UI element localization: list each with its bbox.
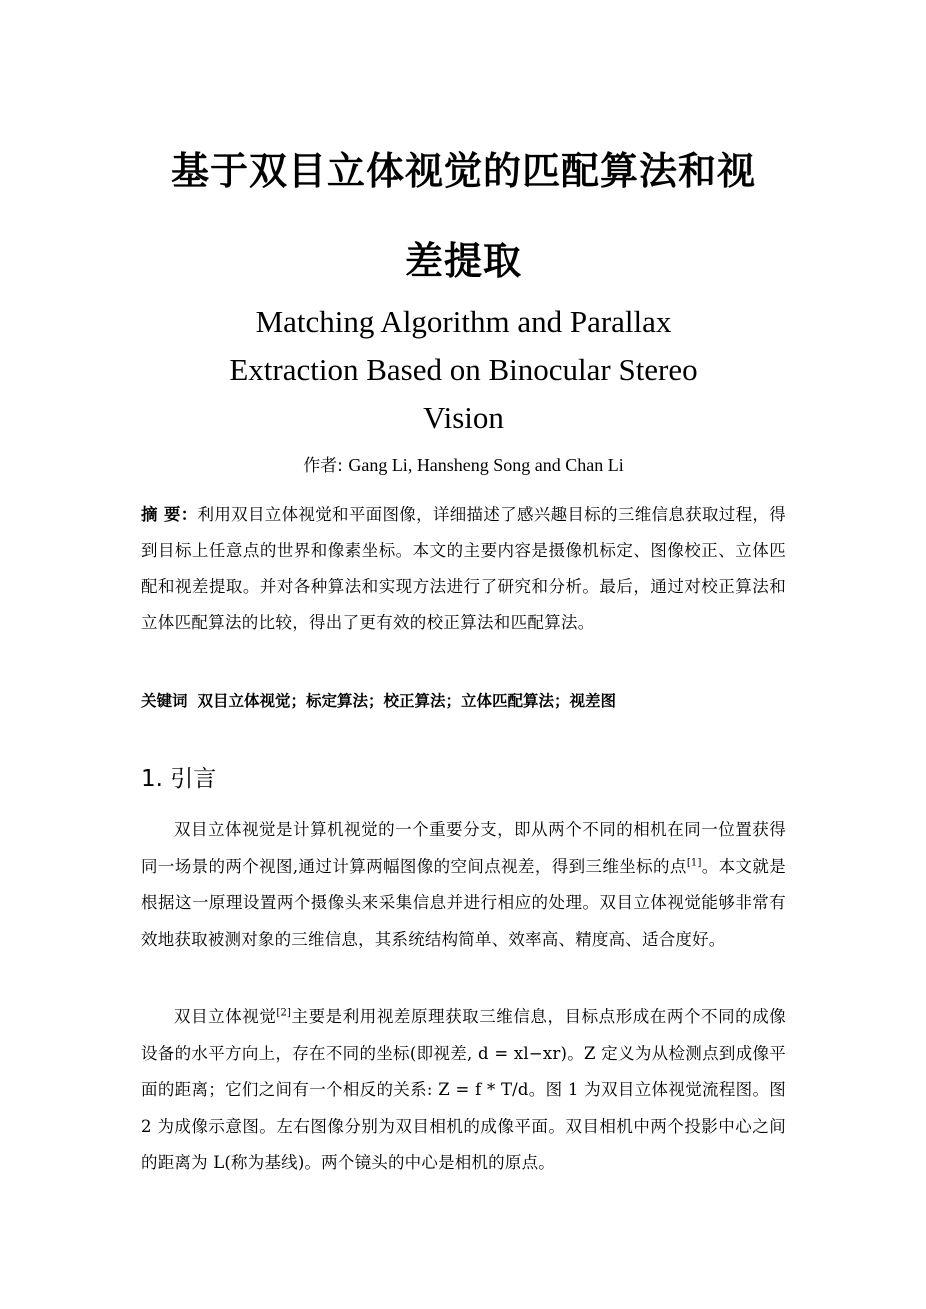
para1-text-a: 双目立体视觉是计算机视觉的一个重要分支，即从两个不同的相机在同一位置获得同一场景的两个视图,通过计算两幅图像的空间点视差，得到三维坐标的点: [141, 820, 786, 876]
english-title-line-2: Extraction Based on Binocular Stereo: [229, 352, 698, 387]
abstract-label: 摘 要：: [141, 505, 198, 524]
para2-text-a: 双目立体视觉: [174, 1007, 277, 1026]
authors-names: Gang Li, Hansheng Song and Chan Li: [348, 455, 624, 475]
authors-label: 作者:: [303, 456, 343, 476]
abstract-text: 利用双目立体视觉和平面图像，详细描述了感兴趣目标的三维信息获取过程，得到目标上任意点的世界和像素坐标。本文的主要内容是摄像机标定、图像校正、立体匹配和视差提取。并对各种算法和实现方法进行了研究和分析。最后，通过对校正算法和立体匹配算法的比较，得出了更有效的校正算法和匹配算法。: [141, 505, 787, 632]
abstract: [141, 497, 786, 641]
keywords-label: 关键词: [141, 692, 188, 710]
citation-1: [1]: [686, 857, 702, 868]
para2-text-b: 主要是利用视差原理获取三维信息，目标点形成在两个不同的成像设备的水平方向上，存在不同的坐标(即视差, d = xl−xr)。Z 定义为从检测点到成像平面的距离；它们之间有一个相反的关系: Z = f * T/d。图 1 为双目立体视觉流程图。图 2 为成像示意图。左右图像分别为双目相机的成像平面。双目相机中两个投影中心之间的距离为 L(称为基线)。两个镜头的中心是相机的原点。: [141, 1007, 786, 1172]
para1-text-b: 。本文就是根据这一原理设置两个摄像头来采集信息并进行相应的处理。双目立体视觉能够非常有效地获取被测对象的三维信息，其系统结构简单、效率高、精度高、适合度好。: [141, 856, 786, 949]
english-title: [141, 298, 786, 442]
intro-paragraph-1: [141, 812, 786, 958]
author-line: [141, 452, 786, 479]
english-title-line-1: Matching Algorithm and Parallax: [255, 304, 672, 339]
chinese-title-line-1: 基于双目立体视觉的匹配算法和视: [170, 149, 756, 193]
chinese-title: [121, 126, 806, 306]
section-heading-introduction: 1. 引言: [141, 766, 217, 792]
chinese-title-line-2: 差提取: [404, 239, 522, 283]
english-title-line-3: Vision: [423, 400, 504, 435]
keywords-text: 双目立体视觉；标定算法；校正算法；立体匹配算法；视差图: [197, 692, 617, 710]
intro-paragraph-2: [141, 999, 786, 1182]
keywords: [141, 686, 786, 716]
citation-2: [2]: [276, 1007, 292, 1019]
